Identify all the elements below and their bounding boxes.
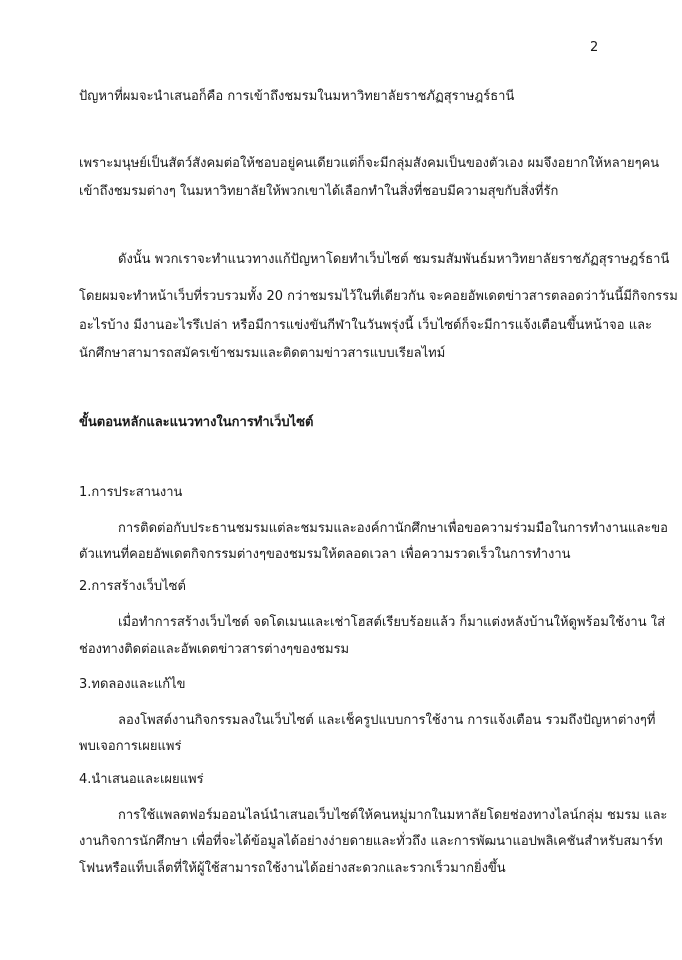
step-1-title: 1.การประสานงาน [79, 485, 183, 500]
step-3-line-2: พบเจอการเผยแพร่ [79, 739, 182, 754]
steps-heading: ขั้นตอนหลักและแนวทางในการทำเว็บไซต์ [79, 415, 314, 430]
step-2-title: 2.การสร้างเว็บไซต์ [79, 579, 186, 594]
step-4-title: 4.นำเสนอและเผยแพร่ [79, 772, 204, 787]
solution-line-4: นักศึกษาสามารถสมัครเข้าชมรมและติดตามข่าวสารแบบเรียลไทม์ [79, 346, 446, 361]
step-1-line-1: การติดต่อกับประธานชมรมแต่ละชมรมและองค์กานักศึกษาเพื่อขอความร่วมมือในการทำงานและขอ [118, 521, 668, 536]
step-4-line-2: งานกิจการนักศึกษา เพื่อที่จะได้ข้อมูลได้อย่างง่ายดายและทั่วถึง และการพัฒนาแอปพลิเคชันสำหรับสมาร์ท [79, 834, 663, 849]
step-2-line-1: เมื่อทำการสร้างเว็บไซต์ จดโดเมนและเช่าโฮสต์เรียบร้อยแล้ว ก็มาแต่งหลังบ้านให้ดูพร้อมใช้งาน ใส่ [118, 615, 666, 630]
reason-line-1: เพราะมนุษย์เป็นสัตว์สังคมต่อให้ชอบอยู่คนเดียวแต่ก็จะมีกลุ่มสังคมเป็นของตัวเอง ผมจึงอยากให้หลายๆคน [79, 156, 660, 171]
step-4-line-3: โฟนหรือแท็บเล็ตที่ให้ผู้ใช้สามารถใช้งานได้อย่างสะดวกและรวกเร็วมากยิ่งขึ้น [79, 861, 506, 876]
reason-line-2: เข้าถึงชมรมต่างๆ ในมหาวิทยาลัยให้พวกเขาได้เลือกทำในสิ่งที่ชอบมีความสุขกับสิ่งที่รัก [79, 184, 559, 199]
solution-line-1: ดังนั้น พวกเราจะทำแนวทางแก้ปัญหาโดยทำเว็บไซต์ ชมรมสัมพันธ์มหาวิทยาลัยราชภัฏสุราษฎร์ธานี [118, 252, 670, 267]
step-3-title: 3.ทดลองและแก้ไข [79, 677, 186, 692]
step-2-line-2: ช่องทางติดต่อและอัพเดตข่าวสารต่างๆของชมรม [79, 642, 350, 657]
step-4-line-1: การใช้แพลตฟอร์มออนไลน์นำเสนอเว็บไซต์ให้คนหมู่มากในมหาลัยโดยช่องทางไลน์กลุ่ม ชมรม และ [118, 808, 668, 823]
page-number: 2 [590, 40, 599, 55]
solution-line-3: อะไรบ้าง มีงานอะไรรึเปล่า หรือมีการแข่งขันกีฬาในวันพรุ่งนี้ เว็บไซต์ก็จะมีการแจ้งเตือนขึ้นหน้าจอ และ [79, 318, 653, 333]
step-3-line-1: ลองโพสต์งานกิจกรรมลงในเว็บไซต์ และเช็ครูปแบบการใช้งาน การแจ้งเตือน รวมถึงปัญหาต่างๆที่ [118, 713, 656, 728]
problem-statement: ปัญหาที่ผมจะนำเสนอก็คือ การเข้าถึงชมรมในมหาวิทยาลัยราชภัฏสุราษฎร์ธานี [79, 89, 515, 104]
solution-line-2: โดยผมจะทำหน้าเว็บที่รวบรวมทั้ง 20 กว่าชมรมไว้ในที่เดียวกัน จะคอยอัพเดตข่าวสารตลอดว่าวันนี้มีกิจกรรม [79, 289, 678, 304]
step-1-line-2: ตัวแทนที่คอยอัพเดตกิจกรรมต่างๆของชมรมให้ตลอดเวลา เพื่อความรวดเร็วในการทำงาน [79, 547, 571, 562]
